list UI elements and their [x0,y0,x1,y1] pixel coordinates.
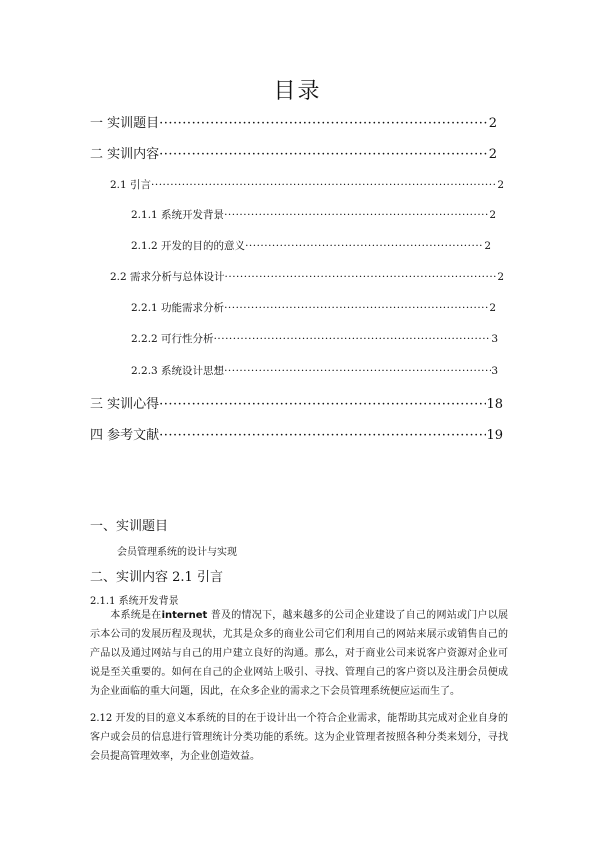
toc-entry[interactable] [131,331,498,346]
toc-entry-page: 2 [497,271,504,283]
toc-entry-label: 2.2.1 功能需求分析 [131,302,225,314]
paragraph-text: 本系统是在 [110,610,162,621]
toc-leader-dots [224,365,491,377]
toc-entry[interactable] [131,207,496,222]
toc-leader-dots [159,116,489,131]
toc-entry-page: 2 [489,302,496,314]
toc-entry[interactable] [90,424,503,443]
purpose-paragraph: 2.12 开发的目的意义本系统的目的在于设计出一个符合企业需求，能帮助其完成对企业自身的客户或会员的信息进行管理统计分类功能的系统。这为企业管理者按照各种分类来划分，寻找会员提高管理效率，为企业创造效益。 [90,713,508,762]
toc-entry-page: 2 [488,147,497,162]
subsection-heading-background: 2.1.1 系统开发背景 [90,596,179,607]
toc-entry-label: 2.2.3 系统设计思想 [131,365,225,377]
toc-title: 目录 [273,79,322,104]
toc-leader-dots [159,147,489,162]
toc-leader-dots [224,302,489,314]
toc-entry-label: 三 实训心得 [90,397,160,412]
section-heading-content: 二、实训内容 2.1 引言 [90,570,223,585]
toc-entry-label: 四 参考文献 [90,428,160,443]
toc-entry-label: 2.2.2 可行性分析 [131,333,214,345]
toc-entry-page: 2 [489,209,496,221]
toc-entry-page: 2 [488,116,497,131]
toc-entry-label: 2.1 引言 [110,179,152,191]
toc-entry-page: 19 [486,428,503,443]
toc-entry[interactable] [110,177,504,192]
toc-leader-dots [214,333,492,345]
background-paragraph [90,606,508,701]
toc-leader-dots [151,179,497,191]
paragraph-bold-term: internet [161,610,208,621]
toc-entry-label: 一 实训题目 [90,116,160,131]
toc-entry-label: 2.1.1 系统开发背景 [131,209,225,221]
toc-entry-page: 3 [491,333,498,345]
toc-entry[interactable] [131,300,496,315]
toc-entry[interactable] [131,363,498,378]
toc-entry-label: 2.2 需求分析与总体设计 [110,271,225,283]
toc-entry[interactable] [110,269,504,284]
paragraph-text: 普及的情况下，越来越多的公司企业建设了自己的网站或门户以展示本公司的发展历程及现状，尤其是众多的商业公司它们利用自己的网站来展示或销售自己的产品以及通过网站与自己的用户建立良好的沟通。那么，对于商业公司来说客户资源对企业可说是至关重要的。如何在自己的企业网站上吸引、寻找、管理自己的客户资以及注册会员便成为企业面临的重大问题，因此，在众多企业的需求之下会员管理系统便应运而生了。 [90,610,508,697]
topic-text: 会员管理系统的设计与实现 [117,547,237,558]
section-heading-topic: 一、实训题目 [90,519,169,534]
toc-entry[interactable] [131,238,491,253]
toc-leader-dots [225,271,498,283]
toc-entry-page: 3 [491,365,498,377]
toc-entry[interactable] [90,143,497,162]
toc-entry-label: 2.1.2 开发的目的的意义 [131,240,246,252]
toc-entry-page: 2 [484,240,491,252]
toc-leader-dots [245,240,484,252]
toc-entry-page: 2 [497,179,504,191]
toc-entry-label: 二 实训内容 [90,147,160,162]
toc-leader-dots [159,397,486,412]
toc-leader-dots [224,209,489,221]
toc-entry[interactable] [90,112,497,131]
toc-entry[interactable] [90,393,503,412]
toc-entry-page: 18 [486,397,503,412]
toc-leader-dots [159,428,486,443]
